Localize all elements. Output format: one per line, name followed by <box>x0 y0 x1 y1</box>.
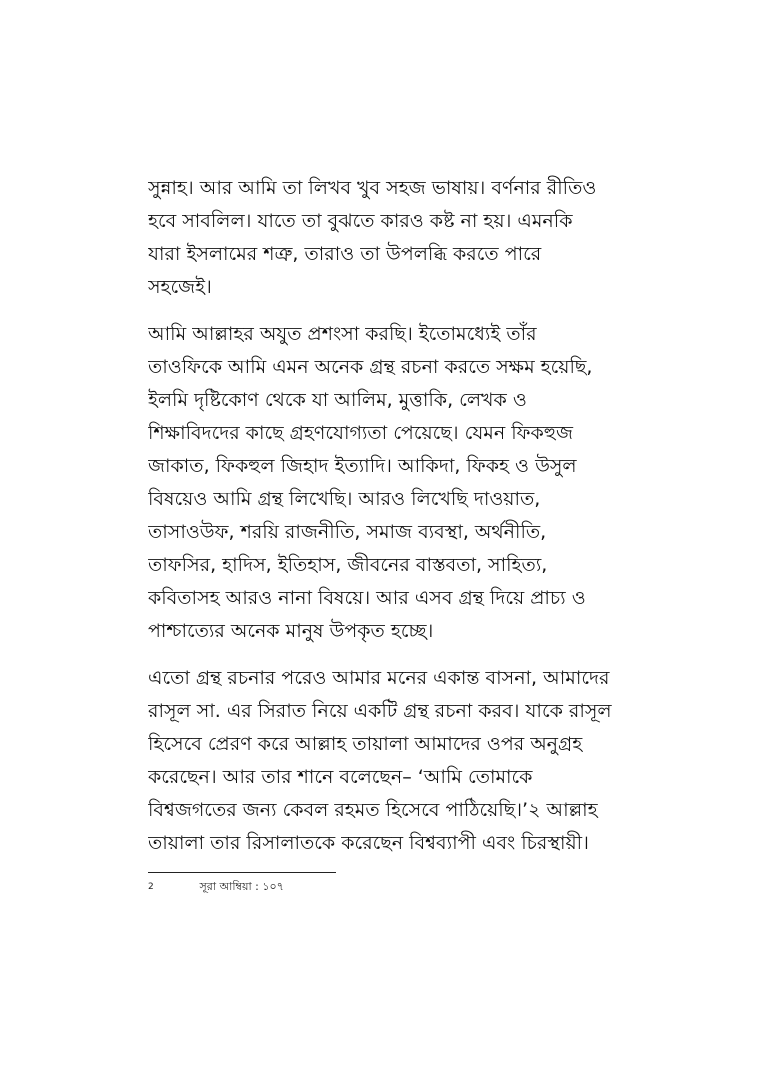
text-line: ইলমি দৃষ্টিকোণ থেকে যা আলিম, মুত্তাকি, লেখক ও <box>148 389 527 411</box>
text-line: রাসূল সা. এর সিরাত নিয়ে একটি গ্রন্থ রচনা করব। যাকে রাসূল <box>148 700 612 722</box>
text-line: বিষয়েও আমি গ্রন্থ লিখেছি। আরও লিখেছি দাওয়াত, <box>148 488 541 510</box>
text-line: এতো গ্রন্থ রচনার পরেও আমার মনের একান্ত বাসনা, আমাদের <box>148 667 610 689</box>
text-line: বিশ্বজগতের জন্য কেবল রহমত হিসেবে পাঠিয়েছি।’২ আল্লাহ <box>148 799 598 821</box>
text-line: তাওফিকে আমি এমন অনেক গ্রন্থ রচনা করতে সক্ষম হয়েছি, <box>148 356 593 378</box>
paragraph-2 <box>148 318 616 648</box>
text-line: হিসেবে প্রেরণ করে আল্লাহ তায়ালা আমাদের ওপর অনুগ্রহ <box>148 733 583 755</box>
text-line: সহজেই। <box>148 276 212 298</box>
text-line: তাসাওউফ, শরয়ি রাজনীতি, সমাজ ব্যবস্থা, অর্থনীতি, <box>148 521 547 543</box>
body-text <box>148 172 616 874</box>
text-line: তায়ালা তার রিসালাতকে করেছেন বিশ্বব্যাপী এবং চিরস্থায়ী। <box>148 832 589 854</box>
text-line: জাকাত, ফিকহুল জিহাদ ইত্যাদি। আকিদা, ফিকহ ও উসুল <box>148 455 577 477</box>
text-line: সুন্নাহ। আর আমি তা লিখব খুব সহজ ভাষায়। বর্ণনার রীতিও <box>148 177 597 199</box>
text-line: হবে সাবলিল। যাতে তা বুঝতে কারও কষ্ট না হয়। এমনকি <box>148 210 573 232</box>
text-line: করেছেন। আর তার শানে বলেছেন– ‘আমি তোমাকে <box>148 766 533 788</box>
paragraph-3 <box>148 662 616 860</box>
footnote <box>148 879 284 895</box>
text-line: যারা ইসলামের শত্রু, তারাও তা উপলব্ধি করতে পারে <box>148 243 542 265</box>
text-line: তাফসির, হাদিস, ইতিহাস, জীবনের বাস্তবতা, সাহিত্য, <box>148 554 548 576</box>
text-line: আমি আল্লাহর অযুত প্রশংসা করছি। ইতোমধ্যেই তাঁর <box>148 323 537 345</box>
text-line: পাশ্চাত্যের অনেক মানুষ উপকৃত হচ্ছে। <box>148 620 434 642</box>
text-line: কবিতাসহ আরও নানা বিষয়ে। আর এসব গ্রন্থ দিয়ে প্রাচ্য ও <box>148 587 586 609</box>
paragraph-1 <box>148 172 616 304</box>
footnote-divider <box>148 872 336 873</box>
footnote-text: সূরা আম্বিয়া : ১০৭ <box>199 880 284 893</box>
text-line: শিক্ষাবিদদের কাছে গ্রহণযোগ্যতা পেয়েছে। যেমন ফিকহুজ <box>148 422 573 444</box>
footnote-number: 2 <box>148 882 154 892</box>
